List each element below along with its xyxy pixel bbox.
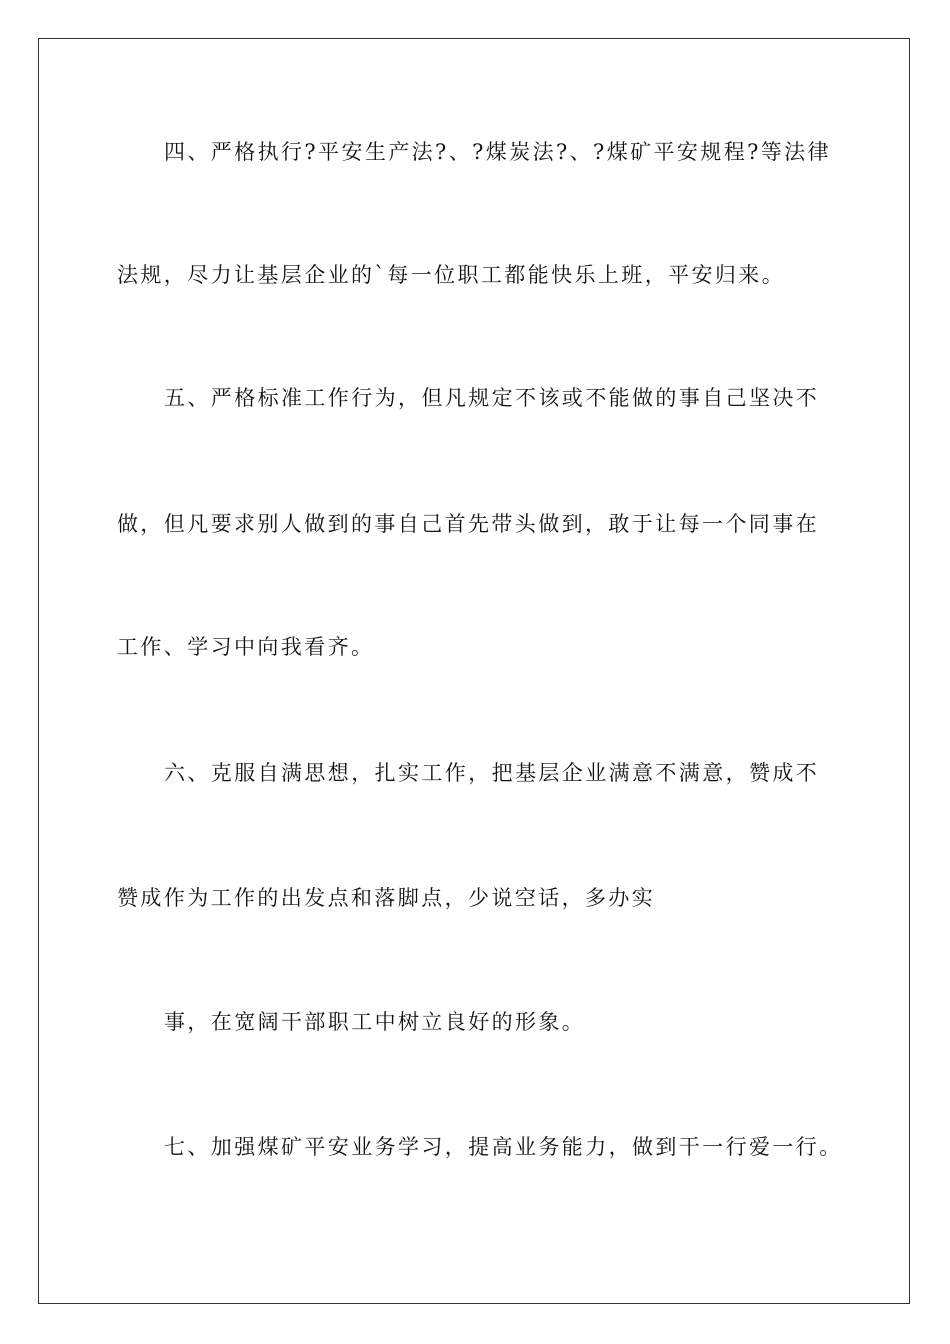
paragraph-6-line-2: 赞成作为工作的出发点和落脚点，少说空话，多办实 [117, 886, 656, 910]
paragraph-6-line-1: 六、克服自满思想，扎实工作，把基层企业满意不满意，赞成不 [164, 761, 820, 785]
paragraph-5-line-2: 做，但凡要求别人做到的事自己首先带头做到，敢于让每一个同事在 [117, 512, 819, 536]
paragraph-5-line-1: 五、严格标准工作行为，但凡规定不该或不能做的事自己坚决不 [164, 386, 820, 410]
paragraph-4-line-1: 四、严格执行?平安生产法?、?煤炭法?、?煤矿平安规程?等法律 [164, 140, 831, 164]
page-border [38, 38, 910, 1304]
paragraph-7-line-1: 七、加强煤矿平安业务学习，提高业务能力，做到干一行爱一行。 [164, 1135, 843, 1159]
paragraph-6-line-3: 事，在宽阔干部职工中树立良好的形象。 [164, 1010, 586, 1034]
paragraph-4-line-2: 法规，尽力让基层企业的`每一位职工都能快乐上班，平安归来。 [117, 263, 786, 287]
paragraph-5-line-3: 工作、学习中向我看齐。 [117, 635, 375, 659]
